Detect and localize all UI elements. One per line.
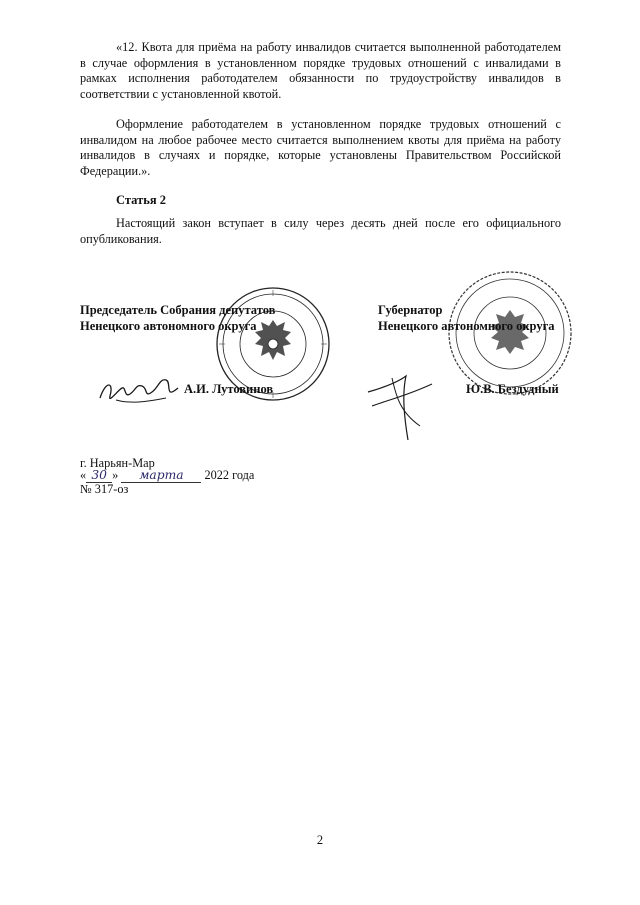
date-day: 30 (86, 468, 112, 483)
chair-signature (96, 370, 186, 410)
paragraph-entry-into-force: Настоящий закон вступает в силу через десять дней после его официального опубликования. (80, 216, 561, 246)
governor-signature (362, 366, 442, 446)
page-number: 2 (316, 833, 324, 847)
date-year: 2022 года (204, 468, 255, 482)
chair-name: А.И. Лутовинов (184, 382, 274, 396)
chair-title-line1: Председатель Собрания депутатов (80, 303, 276, 317)
paragraph-quota-registration: Оформление работодателем в установленном порядке трудовых отношений с инвалидом на любое рабочее место считается выполнением квоты для приёма на работу инвалидов в случаях и порядке, которые установлены Правительством Российской Федерации.». (80, 117, 561, 178)
paragraph-quota-rule: «12. Квота для приёма на работу инвалидов считается выполненной работодателем в случае оформления в установленном порядке трудовых отношений с инвалидами в рамках исполнения работодателем обязанности по трудоустройству инвалидов в соответствии с установленной квотой. (80, 40, 561, 101)
governor-title (378, 302, 555, 334)
law-number: № 317-оз (80, 482, 129, 496)
date-open-quote: « (80, 468, 87, 482)
governor-title-line2: Ненецкого автономного округа (378, 319, 555, 333)
date-close-quote: » (112, 468, 119, 482)
governor-name: Ю.В. Бездудный (466, 382, 559, 396)
chair-title (80, 302, 275, 334)
signing-date (80, 468, 254, 483)
article-heading: Статья 2 (116, 193, 166, 207)
date-month: марта (121, 468, 201, 483)
governor-title-line1: Губернатор (378, 303, 443, 317)
chair-title-line2: Ненецкого автономного округа (80, 319, 257, 333)
city: г. Нарьян-Мар (80, 456, 155, 470)
